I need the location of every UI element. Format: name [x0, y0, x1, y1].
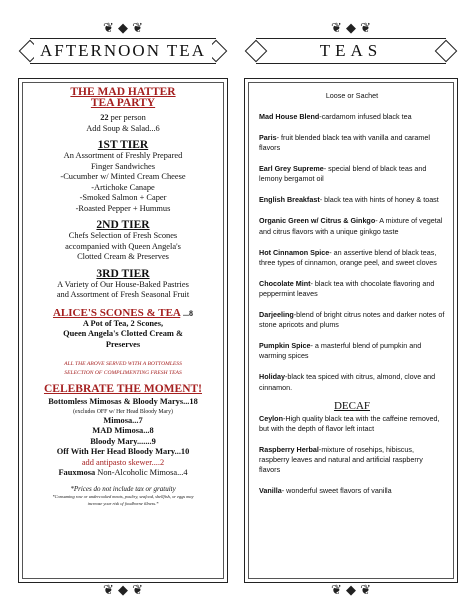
tea-name: Pumpkin Spice	[259, 341, 311, 351]
scones-price: ...8	[183, 308, 193, 318]
scones-line: Queen Angela's Clotted Cream &	[63, 329, 183, 338]
tea-name: Raspberry Herbal	[259, 444, 319, 454]
tea-name: Paris	[259, 133, 277, 142]
tea-name: Earl Grey Supreme	[259, 164, 324, 174]
tier1-line: -Smoked Salmon + Caper	[79, 193, 167, 202]
celebrate-heading: CELEBRATE THE MOMENT!	[43, 383, 203, 395]
antipasto-addon: add antipasto skewer....2	[81, 457, 165, 467]
mimosa-item: Mimosa...7	[103, 415, 143, 425]
party-price: 22 per person	[100, 113, 146, 122]
tea-desc: - wonderful sweet flavors of vanilla	[281, 486, 392, 496]
afternoon-tea-column	[18, 0, 228, 605]
afternoon-tea-box	[18, 78, 228, 583]
tea-desc: - black tea with hints of honey & toast	[319, 195, 439, 205]
off-with-head-item: Off With Her Head Bloody Mary...10	[56, 447, 190, 456]
tier2-heading: 2ND TIER	[96, 219, 150, 231]
afternoon-tea-content	[25, 87, 221, 507]
fauxmosa-item	[25, 468, 221, 479]
mad-mimosa-item: MAD Mimosa...8	[92, 426, 154, 435]
tea-desc: -blend of bright citrus notes and darker notes of stone apricots and plums	[259, 310, 445, 330]
fauxmosa-name: Fauxmosa	[58, 468, 96, 477]
tea-desc: - fruit blended black tea with vanilla and caramel flavors	[259, 133, 431, 153]
tea-desc: - a masterful blend of pumpkin and warming spices	[259, 341, 422, 361]
tea-item	[259, 279, 445, 299]
party-price-text: per person	[110, 113, 146, 122]
tier1-list	[25, 151, 221, 214]
tea-item	[259, 112, 445, 122]
tea-item	[259, 310, 445, 330]
excludes-note: (excludes OFF w/ Her Head Bloody Mary)	[73, 408, 173, 415]
party-title: THE MAD HATTER	[70, 86, 176, 98]
tea-item	[259, 195, 445, 205]
tea-name: English Breakfast	[259, 195, 320, 205]
tier1-line: -Cucumber w/ Minted Cream Cheese	[60, 172, 186, 181]
tier2-line: accompanied with Queen Angela's	[65, 241, 181, 251]
tier3-line: A Variety of Our House-Baked Pastries	[57, 279, 189, 289]
decaf-item	[259, 486, 445, 496]
fauxmosa-desc: Non-Alcoholic Mimosa...4	[95, 468, 188, 477]
decaf-heading: DECAF	[333, 399, 371, 412]
tea-name: Darjeeling	[259, 310, 294, 320]
scones-line: A Pot of Tea, 2 Scones,	[82, 318, 164, 328]
disclaimer-line: *Consuming raw or undercooked meats, poultry, seafood, shellfish, or eggs may	[52, 494, 194, 499]
tea-desc: - special blend of black teas and lemony bergamot oil	[259, 164, 427, 184]
flourish-ornament-icon: ❦ ◆ ❦	[102, 21, 144, 36]
tea-desc: -High quality black tea with the caffeine removed, but with the depth of flavor left intact	[259, 413, 440, 433]
decaf-item	[259, 445, 445, 476]
tea-desc: - A mixture of vegetal and citrus flavors with a unique ginkgo taste	[259, 216, 443, 236]
served-note	[25, 360, 221, 377]
tea-name: Vanilla	[259, 486, 282, 496]
flourish-ornament-icon: ❦ ◆ ❦	[102, 583, 144, 598]
disclaimer-line: increase your risk of foodborne illness.*	[87, 501, 159, 506]
price-footnote: *Prices do not include tax or gratuity	[70, 484, 176, 493]
tea-name: Ceylon	[259, 413, 283, 423]
tea-item	[259, 133, 445, 153]
section-title: AFTERNOON TEA	[34, 41, 212, 61]
tier3-line: and Assortment of Fresh Seasonal Fruit	[56, 290, 190, 299]
tier1-line: -Artichoke Canape	[91, 182, 155, 192]
tea-desc: - black tea with chocolate flavoring and peppermint leaves	[259, 278, 435, 299]
tier3-heading: 3RD TIER	[96, 267, 150, 280]
tea-desc: -mixture of rosehips, hibiscus, raspberry leaves and natural and artificial raspberry flavors	[259, 444, 423, 475]
afternoon-tea-banner	[18, 36, 228, 66]
tier2-line: Clotted Cream & Preserves	[77, 252, 169, 261]
tea-desc: - an assertive blend of black teas, three types of cinnamon, orange peel, and sweet cloves	[259, 247, 437, 267]
scones-line: Preserves	[105, 339, 141, 349]
teas-box	[244, 78, 458, 583]
decaf-item	[259, 414, 445, 434]
tea-desc: -cardamom infused black tea	[319, 112, 412, 121]
served-note-line: ALL THE ABOVE SERVED WITH A BOTTOMLESS	[64, 361, 182, 367]
tier1-line: -Roasted Pepper + Hummus	[75, 203, 171, 213]
tea-name: Organic Green w/ Citrus & Ginkgo	[259, 216, 376, 226]
tea-desc: -black tea spiced with citrus, almond, clove and cinnamon.	[259, 372, 436, 392]
tier1-heading: 1ST TIER	[97, 139, 149, 151]
tea-item	[259, 372, 445, 392]
party-title-2: TEA PARTY	[90, 97, 156, 109]
served-note-line: SELECTION OF COMPLIMENTING FRESH TEAS	[64, 369, 182, 376]
tea-name: Chocolate Mint	[259, 278, 311, 288]
party-addon: Add Soup & Salad...6	[86, 123, 160, 133]
tea-item	[259, 248, 445, 268]
bloody-mary-item: Bloody Mary.......9	[90, 436, 156, 446]
teas-content	[259, 91, 445, 507]
tea-item	[259, 341, 445, 361]
teas-column	[244, 0, 458, 605]
tea-name: Holiday	[259, 372, 285, 382]
tier2-line: Chefs Selection of Fresh Scones	[68, 231, 178, 240]
bottomless-item: Bottomless Mimosas & Bloody Marys...18	[48, 397, 198, 406]
scones-heading	[25, 307, 221, 319]
tea-item	[259, 216, 445, 236]
flourish-ornament-icon: ❦ ◆ ❦	[330, 583, 372, 598]
flourish-ornament-icon: ❦ ◆ ❦	[330, 21, 372, 36]
tier1-line: Finger Sandwiches	[91, 161, 155, 171]
tea-name: Hot Cinnamon Spice	[259, 247, 330, 257]
teas-banner	[244, 36, 458, 66]
teas-subtitle: Loose or Sachet	[325, 91, 379, 100]
tea-name: Mad House Blend	[259, 112, 320, 121]
tier1-line: An Assortment of Freshly Prepared	[63, 151, 183, 160]
scones-title: ALICE'S SCONES & TEA	[52, 306, 181, 319]
section-title: TEAS	[314, 41, 389, 61]
tea-item	[259, 164, 445, 184]
